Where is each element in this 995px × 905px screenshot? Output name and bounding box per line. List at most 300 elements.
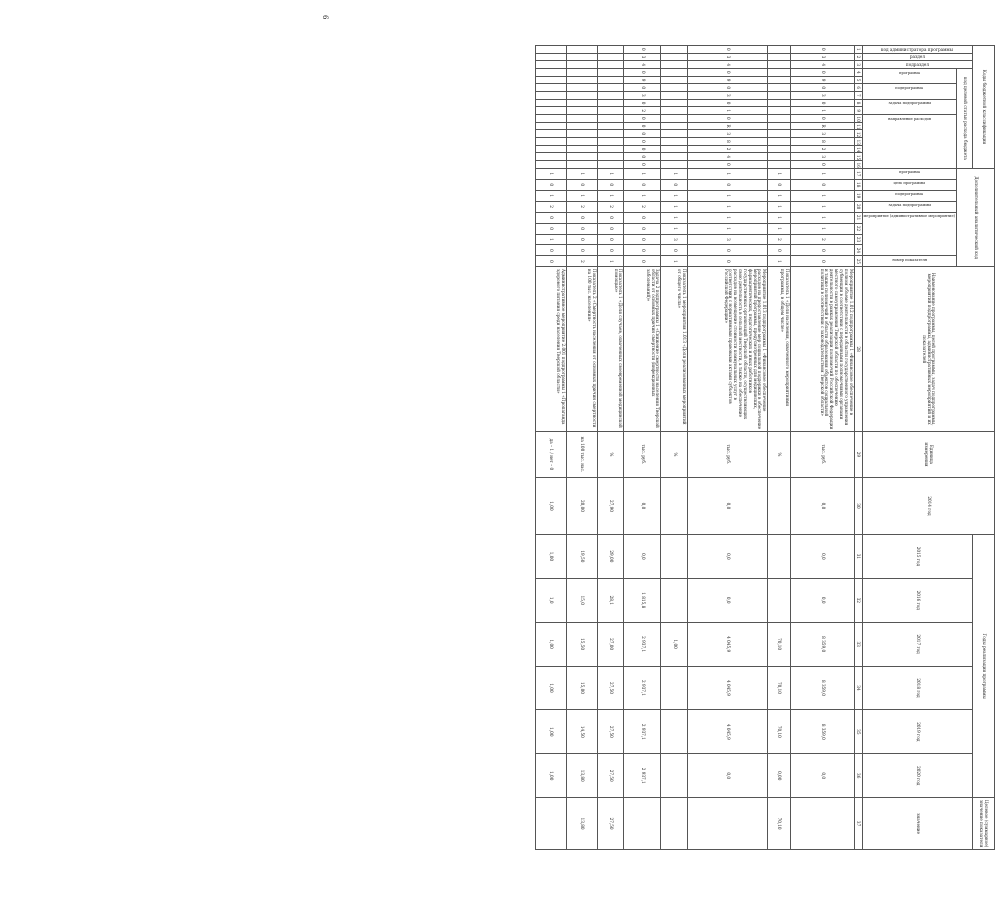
code-cell: 0 (688, 46, 768, 54)
code-cell: 0 (624, 99, 661, 107)
code-cell (768, 84, 791, 92)
code-cell: 0 (688, 84, 768, 92)
column-number: 11 (854, 122, 862, 130)
code-cell (566, 84, 597, 92)
code-cell: 0 (790, 256, 854, 267)
code-cell: 1 (661, 168, 688, 179)
code-cell: 2 (624, 107, 661, 115)
value-2017: 1,00 (661, 622, 688, 666)
code-cell (661, 69, 688, 77)
code-cell (597, 61, 624, 69)
code-cell: 2 (790, 145, 854, 153)
column-number: 3 (854, 61, 862, 69)
code-cell (536, 138, 567, 146)
code-cell: 1 (624, 190, 661, 201)
code-cell (566, 46, 597, 54)
code-cell: 0 (624, 234, 661, 245)
code-cell: 1 (790, 190, 854, 201)
page-number: 6 (321, 15, 329, 20)
code-cell: 1 (566, 190, 597, 201)
target-value: 70,10 (768, 798, 791, 850)
column-number: 7 (854, 92, 862, 100)
code-cell: 0 (597, 223, 624, 234)
code-cell (597, 69, 624, 77)
column-number: 8 (854, 99, 862, 107)
code-cell: 0 (688, 115, 768, 123)
value-2014: 0,0 (624, 477, 661, 534)
dop-code-group-header: Дополнительный аналитический код (957, 168, 995, 267)
napravlenie-header: направление расходов (862, 115, 956, 169)
code-cell: 0 (688, 256, 768, 267)
code-cell: 0 (661, 179, 688, 190)
code-cell (597, 92, 624, 100)
value-2018: 27,50 (597, 666, 624, 710)
target-value: 27,50 (597, 798, 624, 850)
value-2019: 70,10 (768, 710, 791, 754)
code-cell: 0 (624, 179, 661, 190)
code-cell: 2 (768, 234, 791, 245)
code-cell (597, 138, 624, 146)
code-cell (566, 53, 597, 61)
code-cell (597, 107, 624, 115)
code-cell: 1 (597, 168, 624, 179)
code-cell: 2 (688, 145, 768, 153)
code-cell (768, 92, 791, 100)
name-column-header: Наименование программы, целей программы, задач подпрограммы, мероприятий подпрограммы, административных мероприятий и их показателей (862, 267, 994, 431)
code-cell: 1 (790, 168, 854, 179)
target-value-header: значение (862, 798, 972, 850)
code-cell: 1 (688, 107, 768, 115)
code-cell: 1 (597, 190, 624, 201)
code-cell (768, 99, 791, 107)
dop-zadacha-header: задача подпрограммы (862, 201, 956, 212)
code-cell: 1 (536, 190, 567, 201)
value-2017: 15,50 (566, 622, 597, 666)
column-number: 17 (854, 168, 862, 179)
code-cell: 3 (790, 53, 854, 61)
unit-cell: тыс. руб. (688, 431, 768, 477)
value-2016: 15,0 (566, 578, 597, 622)
value-2018 (661, 666, 688, 710)
code-cell (536, 69, 567, 77)
code-cell: 1 (790, 107, 854, 115)
value-2020: 2 937,1 (624, 754, 661, 798)
code-cell: 2 (566, 256, 597, 267)
code-cell (566, 122, 597, 130)
value-2015: 19,50 (566, 534, 597, 578)
table-row (536, 46, 567, 850)
code-cell: 0 (566, 245, 597, 256)
target-value (624, 798, 661, 850)
razdel-header: раздел (862, 53, 972, 61)
column-number: 21 (854, 212, 862, 223)
column-number: 4 (854, 69, 862, 77)
code-cell: 3 (624, 92, 661, 100)
code-cell (661, 115, 688, 123)
code-cell (768, 161, 791, 169)
code-cell: 1 (536, 234, 567, 245)
target-value: 13,80 (566, 798, 597, 850)
code-cell: 0 (688, 69, 768, 77)
code-cell (661, 145, 688, 153)
value-2017: 27,00 (597, 622, 624, 666)
code-cell (597, 53, 624, 61)
code-cell (566, 161, 597, 169)
code-cell: 0 (566, 212, 597, 223)
code-cell (661, 76, 688, 84)
code-cell: 1 (536, 168, 567, 179)
value-2020: 0,0 (688, 754, 768, 798)
column-number: 23 (854, 234, 862, 245)
code-cell (768, 69, 791, 77)
value-2019: 1,00 (536, 710, 567, 754)
code-cell (597, 153, 624, 161)
code-cell: 1 (768, 201, 791, 212)
value-2017: 2 937,1 (624, 622, 661, 666)
code-cell: 0 (624, 130, 661, 138)
dop-nomer-header: номер показателя (862, 256, 956, 267)
code-cell (597, 122, 624, 130)
code-cell: 3 (688, 234, 768, 245)
code-cell (566, 115, 597, 123)
value-2016 (661, 578, 688, 622)
header-2020: 2020 год (862, 754, 972, 798)
code-cell: 0 (790, 69, 854, 77)
code-cell (661, 107, 688, 115)
value-2014: 0,0 (688, 477, 768, 534)
code-cell: 1 (790, 212, 854, 223)
value-2014 (661, 477, 688, 534)
code-cell: 0 (688, 179, 768, 190)
table-row (768, 46, 791, 850)
code-cell (597, 130, 624, 138)
zadacha-header: задача подпрограммы (862, 99, 956, 114)
code-cell: 0 (566, 223, 597, 234)
value-2015: 29,00 (597, 534, 624, 578)
code-cell: 0 (790, 115, 854, 123)
code-cell: 0 (624, 153, 661, 161)
code-cell: 0 (790, 99, 854, 107)
code-cell: 1 (768, 223, 791, 234)
value-2018: 1,00 (536, 666, 567, 710)
programma-header: программа (862, 69, 956, 84)
code-cell: 0 (624, 115, 661, 123)
code-cell: R (688, 122, 768, 130)
code-cell: 4 (790, 61, 854, 69)
code-cell (768, 122, 791, 130)
year-2014-header: 2014 год (862, 477, 994, 534)
code-cell: 8 (790, 138, 854, 146)
code-cell: 1 (768, 256, 791, 267)
unit-cell: на 100 тыс. нас. (566, 431, 597, 477)
target-value (536, 798, 567, 850)
code-cell: 1 (661, 223, 688, 234)
code-cell: 0 (790, 46, 854, 54)
code-cell (536, 145, 567, 153)
code-cell: 2 (597, 201, 624, 212)
code-cell (566, 76, 597, 84)
code-cell: 1 (597, 256, 624, 267)
column-number: 13 (854, 138, 862, 146)
name-cell: Задача 2 подпрограммы 1 «Снижение смертности населения Тверской области от основных причин смертности (инфекционных заболеваний)» (624, 267, 661, 431)
code-cell: 0 (624, 138, 661, 146)
code-cell: 3 (790, 130, 854, 138)
code-cell (661, 138, 688, 146)
target-group-header: Целевое (суммарное) значение показателя (973, 798, 995, 850)
value-2016: 28,1 (597, 578, 624, 622)
table-row (688, 46, 768, 850)
code-cell (566, 99, 597, 107)
value-2018: 4 045,9 (688, 666, 768, 710)
code-cell (536, 153, 567, 161)
code-cell: 2 (536, 201, 567, 212)
column-number: 35 (854, 710, 862, 754)
column-number: 32 (854, 578, 862, 622)
target-value (688, 798, 768, 850)
value-2015: 1,00 (536, 534, 567, 578)
value-2015: 0,0 (688, 534, 768, 578)
column-number: 34 (854, 666, 862, 710)
code-cell: 1 (768, 212, 791, 223)
code-cell: 2 (566, 201, 597, 212)
code-cell: 3 (688, 92, 768, 100)
value-2020: 0,0 (790, 754, 854, 798)
code-cell (768, 107, 791, 115)
code-cell (536, 99, 567, 107)
code-cell: 1 (566, 168, 597, 179)
column-number: 1 (854, 46, 862, 54)
code-cell: 0 (624, 84, 661, 92)
code-cell: 1 (688, 190, 768, 201)
value-2016: 1 815,8 (624, 578, 661, 622)
header-2019: 2019 год (862, 710, 972, 754)
code-cell (768, 46, 791, 54)
code-cell: 0 (624, 212, 661, 223)
dop-cel-header: цель программы (862, 179, 956, 190)
code-cell: 0 (566, 234, 597, 245)
value-2018: 70,10 (768, 666, 791, 710)
program-indicators-table (535, 45, 995, 850)
code-cell: 0 (624, 122, 661, 130)
code-cell: 1 (688, 168, 768, 179)
value-2019: 14,50 (566, 710, 597, 754)
table-row (790, 46, 854, 850)
value-2016 (768, 578, 791, 622)
code-cell (536, 46, 567, 54)
years-group-header: Годы реализации программы (973, 534, 995, 797)
code-cell (661, 122, 688, 130)
column-number: 9 (854, 107, 862, 115)
admin-code-header: код администратора программы (862, 46, 972, 54)
code-cell: 9 (624, 76, 661, 84)
code-cell (768, 76, 791, 84)
code-cell: 1 (688, 212, 768, 223)
column-number: 5 (854, 76, 862, 84)
value-2020 (661, 754, 688, 798)
column-number: 24 (854, 245, 862, 256)
column-number: 30 (854, 477, 862, 534)
code-cell (566, 92, 597, 100)
value-2014: 20,00 (566, 477, 597, 534)
header-2017: 2017 год (862, 622, 972, 666)
code-cell (768, 138, 791, 146)
code-cell: 1 (624, 168, 661, 179)
code-cell: R (790, 122, 854, 130)
table-row (661, 46, 688, 850)
value-2016: 1,0 (536, 578, 567, 622)
name-cell: Показатель 2 «Смертность населения от основных причин смертности на 100 тыс. населения» (566, 267, 597, 431)
program-table-rotated (535, 45, 995, 850)
value-2017: 8 359,0 (790, 622, 854, 666)
value-2019: 4 045,9 (688, 710, 768, 754)
code-cell: 0 (624, 46, 661, 54)
column-number: 28 (854, 267, 862, 431)
value-2019: 8 359,0 (790, 710, 854, 754)
code-cell (536, 53, 567, 61)
code-cell (536, 92, 567, 100)
podrazdel-header: подраздел (862, 61, 972, 69)
table-row (566, 46, 597, 850)
column-number: 10 (854, 115, 862, 123)
table-row (597, 46, 624, 850)
code-cell: 0 (624, 145, 661, 153)
code-cell (536, 130, 567, 138)
code-cell: 1 (661, 212, 688, 223)
dop-programma-header: программа (862, 168, 956, 179)
column-number: 37 (854, 798, 862, 850)
name-cell: Показатель 1 мероприятия 1.013 «Доля реализованных мероприятий от общего числа» (661, 267, 688, 431)
code-cell: 4 (688, 153, 768, 161)
value-2020: 13,80 (566, 754, 597, 798)
target-value (790, 798, 854, 850)
value-2017: 1,00 (536, 622, 567, 666)
code-cell: 1 (688, 223, 768, 234)
code-cell (597, 76, 624, 84)
code-cell: 1 (768, 190, 791, 201)
code-cell: 0 (566, 179, 597, 190)
code-cell: 0 (536, 212, 567, 223)
unit-column-header: Единица измерения (862, 431, 994, 477)
value-2015 (661, 534, 688, 578)
code-cell: 0 (768, 179, 791, 190)
unit-cell: % (768, 431, 791, 477)
code-cell (661, 92, 688, 100)
code-cell: 3 (661, 234, 688, 245)
code-cell: 0 (597, 179, 624, 190)
code-cell (536, 61, 567, 69)
code-cell (661, 130, 688, 138)
code-cell (597, 115, 624, 123)
code-cell (661, 161, 688, 169)
dop-podprogramma-header: подпрограмма (862, 190, 956, 201)
code-cell (566, 69, 597, 77)
code-cell: 0 (624, 161, 661, 169)
name-cell: Показатель 1 «Доля населения, охваченного мероприятиями программы, в общем числе» (768, 267, 791, 431)
code-cell: 1 (790, 223, 854, 234)
code-cell: 2 (790, 234, 854, 245)
column-number: 33 (854, 622, 862, 666)
code-cell: 0 (597, 234, 624, 245)
value-2015: 0,0 (624, 534, 661, 578)
code-cell (661, 46, 688, 54)
column-number: 20 (854, 201, 862, 212)
podprogramma-header: подпрограмма (862, 84, 956, 99)
column-number: 31 (854, 534, 862, 578)
code-cell (661, 84, 688, 92)
code-cell (661, 153, 688, 161)
column-number: 12 (854, 130, 862, 138)
value-2019 (661, 710, 688, 754)
value-2016: 0,0 (790, 578, 854, 622)
value-2018: 2 937,1 (624, 666, 661, 710)
column-number: 25 (854, 256, 862, 267)
target-value (661, 798, 688, 850)
code-cell: 0 (688, 161, 768, 169)
code-cell: 0 (536, 179, 567, 190)
column-number: 14 (854, 145, 862, 153)
kbk-sub-header: код целевой статьи расхода бюджета (957, 69, 973, 169)
column-number: 16 (854, 161, 862, 169)
code-cell: 3 (790, 153, 854, 161)
name-cell: Административное мероприятие 2.001 подпрограммы 1 «Пропаганда здорового питания среди населения Тверской области» (536, 267, 567, 431)
code-cell: 4 (688, 61, 768, 69)
kbk-group-header: Коды бюджетной классификации (973, 46, 995, 169)
code-cell: 0 (597, 245, 624, 256)
value-2018: 15,00 (566, 666, 597, 710)
value-2019: 2 937,1 (624, 710, 661, 754)
code-cell (566, 138, 597, 146)
code-cell: 9 (688, 76, 768, 84)
code-cell: 2 (624, 201, 661, 212)
code-cell (566, 130, 597, 138)
value-2020: 1,00 (536, 754, 567, 798)
code-cell (768, 115, 791, 123)
header-2018: 2018 год (862, 666, 972, 710)
header-2015: 2015 год (862, 534, 972, 578)
code-cell (566, 145, 597, 153)
column-number: 18 (854, 179, 862, 190)
code-cell (768, 153, 791, 161)
code-cell (768, 53, 791, 61)
code-cell (768, 130, 791, 138)
value-2020: 0,00 (768, 754, 791, 798)
code-cell: 4 (624, 61, 661, 69)
code-cell (768, 61, 791, 69)
code-cell: 8 (688, 138, 768, 146)
unit-cell: % (597, 431, 624, 477)
unit-cell: % (661, 431, 688, 477)
code-cell: 0 (661, 245, 688, 256)
code-cell: 0 (790, 84, 854, 92)
unit-cell: тыс. руб. (790, 431, 854, 477)
value-2018: 8 359,0 (790, 666, 854, 710)
code-cell: 0 (768, 245, 791, 256)
code-cell (597, 161, 624, 169)
code-cell: 1 (661, 190, 688, 201)
name-cell: Показатель 1 «Доля случаев, охваченных своевременной медицинской помощью» (597, 267, 624, 431)
code-cell (768, 145, 791, 153)
name-cell: Мероприятие 1.012 подпрограммы 1 «Финансовое обеспечение в полном объеме деятельности в области государственного управления субвенции в соответствии с переданными полномочиями органами местного самоуправления Тверской области по обеспечению деятельности в рамках реализации полномочий Российской Федерации и также полномочий в области образования объектов социальной политики в соответствии с законодательством Тверской области» (790, 267, 854, 431)
code-cell: 0 (624, 256, 661, 267)
code-cell: 3 (688, 53, 768, 61)
code-cell: 0 (624, 223, 661, 234)
value-2019: 27,50 (597, 710, 624, 754)
dop-meropriyatie-header: мероприятие (административное мероприятие) (862, 212, 956, 256)
code-cell: 0 (536, 256, 567, 267)
value-2015: 0,0 (790, 534, 854, 578)
code-cell (597, 84, 624, 92)
column-number: 22 (854, 223, 862, 234)
